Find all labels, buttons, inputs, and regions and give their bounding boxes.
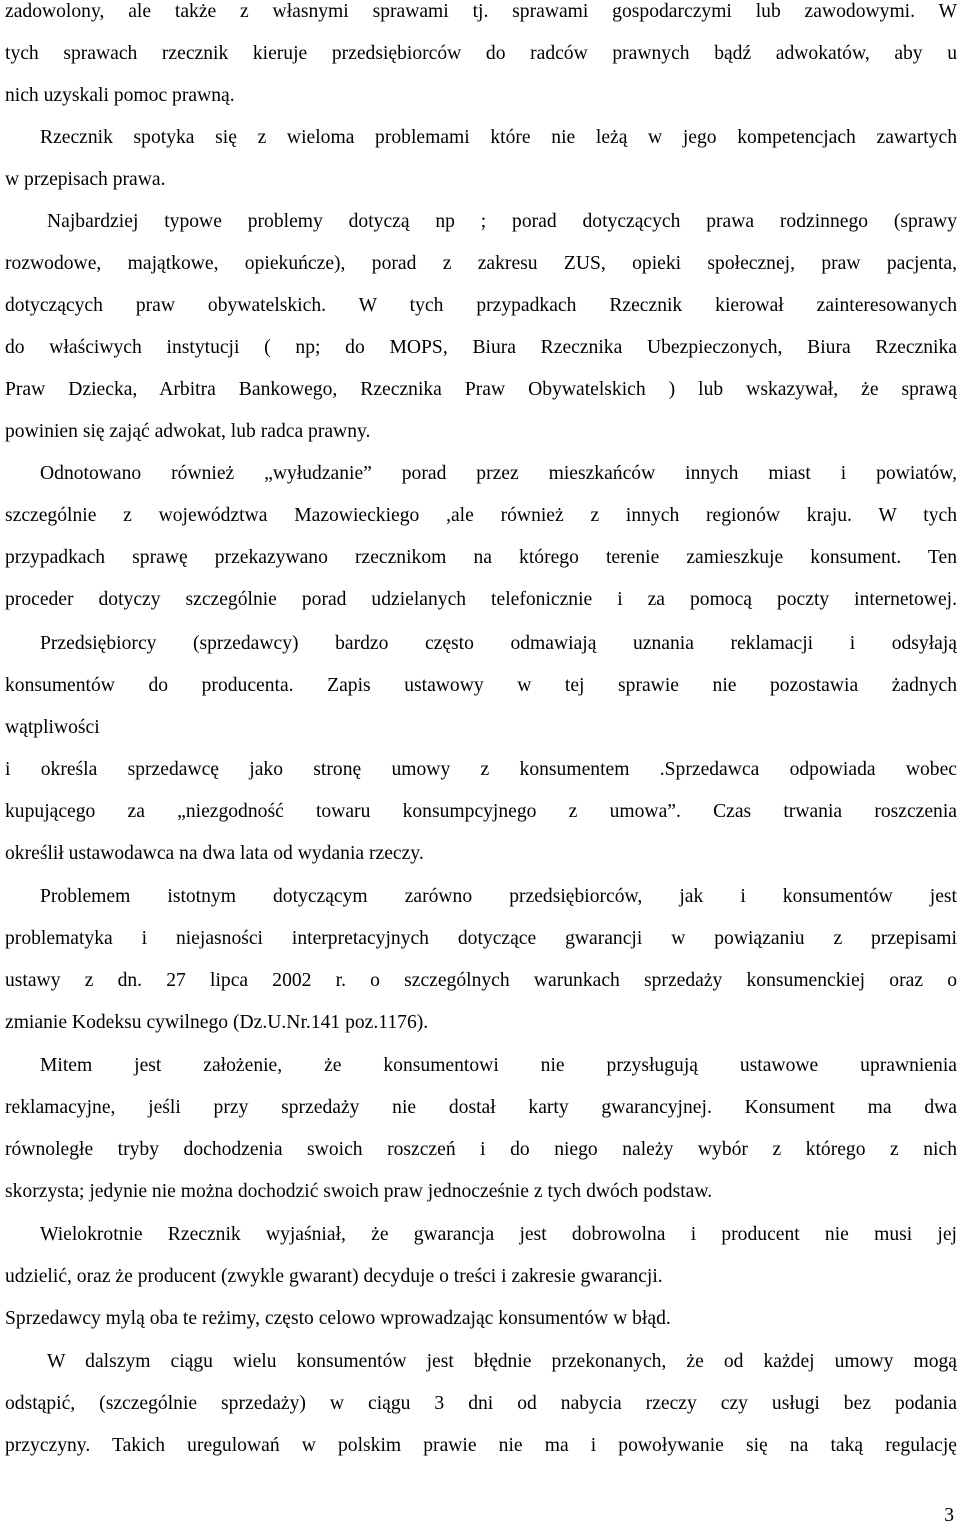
text-line: powinien się zająć adwokat, lub radca prawny. [5, 421, 371, 442]
page-number: 3 [944, 1505, 954, 1526]
text-line: skorzysta; jedynie nie można dochodzić swoich praw jednocześnie z tych dwóch podstaw. [5, 1181, 713, 1202]
text-line: konsumentów do producenta. Zapis ustawowy w tej sprawie nie pozostawia żadnych [5, 675, 957, 696]
text-line: przypadkach sprawę przekazywano rzecznikom na którego terenie zamieszkuje konsument. Ten [5, 547, 957, 568]
text-line: równoległe tryby dochodzenia swoich roszczeń i do niego należy wybór z którego z nich [5, 1139, 957, 1160]
text-line: W dalszym ciągu wielu konsumentów jest błędnie przekonanych, że od każdej umowy mogą [47, 1351, 957, 1372]
text-line: proceder dotyczy szczególnie porad udzielanych telefonicznie i za pomocą poczty internetowej. [5, 589, 957, 610]
text-line: problematyka i niejasności interpretacyjnych dotyczące gwarancji w powiązaniu z przepisami [5, 928, 957, 949]
text-line: zadowolony, ale także z własnymi sprawami tj. sprawami gospodarczymi lub zawodowymi. W [5, 1, 957, 22]
text-line: kupującego za „niezgodność towaru konsumpcyjnego z umowa”. Czas trwania roszczenia [5, 801, 957, 822]
text-line: Problemem istotnym dotyczącym zarówno przedsiębiorców, jak i konsumentów jest [40, 886, 957, 907]
text-line: i określa sprzedawcę jako stronę umowy z konsumentem .Sprzedawca odpowiada wobec [5, 759, 957, 780]
text-line: Mitem jest założenie, że konsumentowi nie przysługują ustawowe uprawnienia [40, 1055, 957, 1076]
text-line: rozwodowe, majątkowe, opiekuńcze), porad z zakresu ZUS, opieki społecznej, praw pacjenta, [5, 253, 957, 274]
text-line: w przepisach prawa. [5, 169, 166, 190]
text-line: Przedsiębiorcy (sprzedawcy) bardzo często odmawiają uznania reklamacji i odsyłają [40, 633, 957, 654]
text-line: odstąpić, (szczególnie sprzedaży) w ciągu 3 dni od nabycia rzeczy czy usługi bez podania [5, 1393, 957, 1414]
text-line: nich uzyskali pomoc prawną. [5, 85, 235, 106]
text-line: określił ustawodawca na dwa lata od wydania rzeczy. [5, 843, 424, 864]
text-line: przyczyny. Takich uregulowań w polskim prawie nie ma i powoływanie się na taką regulację [5, 1435, 957, 1456]
text-line: Najbardziej typowe problemy dotyczą np ; porad dotyczących prawa rodzinnego (sprawy [47, 211, 957, 232]
text-line: Rzecznik spotyka się z wieloma problemami które nie leżą w jego kompetencjach zawartych [40, 127, 957, 148]
text-line: tych sprawach rzecznik kieruje przedsiębiorców do radców prawnych bądź adwokatów, aby u [5, 43, 957, 64]
text-line: ustawy z dn. 27 lipca 2002 r. o szczególnych warunkach sprzedaży konsumenckiej oraz o [5, 970, 957, 991]
text-line: Praw Dziecka, Arbitra Bankowego, Rzecznika Praw Obywatelskich ) lub wskazywał, że sprawą [5, 379, 957, 400]
text-line: do właściwych instytucji ( np; do MOPS, Biura Rzecznika Ubezpieczonych, Biura Rzecznika [5, 337, 957, 358]
text-line: zmianie Kodeksu cywilnego (Dz.U.Nr.141 poz.1176). [5, 1012, 429, 1033]
text-line: szczególnie z województwa Mazowieckiego ,ale również z innych regionów kraju. W tych [5, 505, 957, 526]
text-line: wątpliwości [5, 717, 100, 738]
text-line: Sprzedawcy mylą oba te reżimy, często celowo wprowadzając konsumentów w błąd. [5, 1308, 671, 1329]
text-line: udzielić, oraz że producent (zwykle gwarant) decyduje o treści i zakresie gwarancji. [5, 1266, 663, 1287]
text-line: dotyczących praw obywatelskich. W tych przypadkach Rzecznik kierował zainteresowanych [5, 295, 957, 316]
text-line: Wielokrotnie Rzecznik wyjaśniał, że gwarancja jest dobrowolna i producent nie musi jej [40, 1224, 957, 1245]
text-line: reklamacyjne, jeśli przy sprzedaży nie dostał karty gwarancyjnej. Konsument ma dwa [5, 1097, 957, 1118]
text-line: Odnotowano również „wyłudzanie” porad przez mieszkańców innych miast i powiatów, [40, 463, 957, 484]
